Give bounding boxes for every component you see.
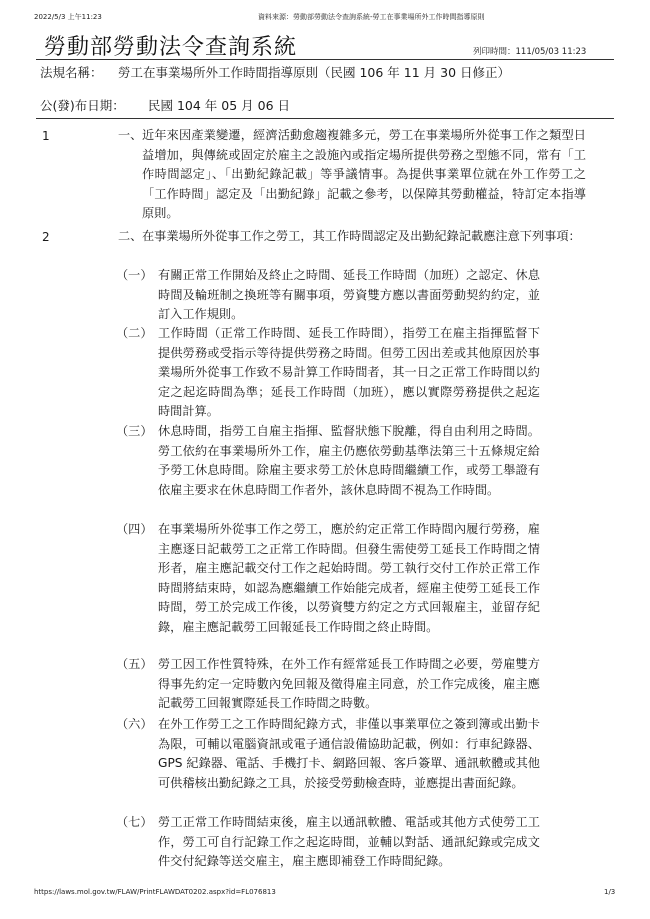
item-text: 勞工正常工作時間結束後，雇主以通訊軟體、電話或其他方式使勞工工作，勞工可自行記錄工作之起迄時間，並輔以對話、通訊紀錄或完成文件交付紀錄等送交雇主，雇主應即補登工作時間紀錄。 [158,815,540,869]
item-text: 休息時間，指勞工自雇主指揮、監督狀態下脫離，得自由利用之時間。勞工依約在事業場所外工作，雇主仍應依勞動基準法第三十五條規定給予勞工休息時間。除雇主要求勞工於休息時間繼續工作，或勞工舉證有依雇主要求在休息時間工作者外，該休息時間不視為工作時間。 [158,424,540,497]
page-number: 1/3 [604,888,616,896]
item-mark: （三） [116,424,153,438]
article-number: 1 [42,129,50,143]
item-mark: （四） [116,522,153,536]
title-rule [36,59,614,60]
item-text: 在事業場所外從事工作之勞工，應於約定正常工作時間內履行勞務，雇主應逐日記載勞工之正常工作時間。但發生需使勞工延長工作時間之情形者，雇主應記載交付工作之起始時間。勞工執行交付工作於正常工作時間將結束時，如認為應繼續工作始能完成者，經雇主使勞工延長工作時間，勞工於完成工作後，以勞資雙方約定之方式回報雇主，並留存紀錄，雇主應記載勞工回報延長工作時間之終止時間。 [158,522,540,634]
promulgation-label: 公(發)布日期： [40,98,125,113]
item-text: 工作時間（正常工作時間、延長工作時間），指勞工在雇主指揮監督下提供勞務或受指示等待提供勞務之時間。但勞工因出差或其他原因於事業場所外從事工作致不易計算工作時間者，其一日之正常工作時間以約定之起迄時間為準；延長工作時間（加班），應以實際勞務提供之起迄時間計算。 [158,326,540,419]
print-source: 資料來源：勞動部勞動法令查詢系統-勞工在事業場所外工作時間指導原則 [258,13,485,21]
article-text: 近年來因產業變遷，經濟活動愈趨複雜多元，勞工在事業場所外從事工作之類型日益增加，與傳統或固定於雇主之設施內或指定場所提供勞務之型態不同，常有「工作時間認定」、「出勤紀錄記載」等爭議情事。為提供事業單位就在外工作勞工之「工作時間」認定及「出勤紀錄」記載之參考，以保障其勞動權益，特訂定本指導原則。 [142,128,586,221]
item-mark: （一） [116,268,153,282]
article-number: 2 [42,230,50,244]
item-text: 勞工因工作性質特殊，在外工作有經常延長工作時間之必要，勞雇雙方得事先約定一定時數內免回報及徵得雇主同意，於工作完成後，雇主應記載勞工回報實際延長工作時間之時數。 [158,657,540,711]
law-name: 勞工在事業場所外工作時間指導原則（民國 106 年 11 月 30 日修正） [118,65,511,80]
print-date: 列印時間：111/05/03 11:23 [473,47,587,57]
promulgation-date: 民國 104 年 05 月 06 日 [148,98,291,113]
law-name-label: 法規名稱： [40,65,103,80]
item-mark: （六） [116,717,153,731]
print-datetime: 2022/5/3 上午11:23 [34,13,102,21]
item-text: 有關正常工作開始及終止之時間、延長工作時間（加班）之認定、休息時間及輪班制之換班等有關事項，勞資雙方應以書面勞動契約約定，並訂入工作規則。 [158,268,540,322]
meta-rule [36,118,614,119]
article-text: 在事業場所外從事工作之勞工，其工作時間認定及出勤紀錄記載應注意下列事項： [142,229,581,243]
footer-url: https://laws.mol.gov.tw/FLAW/PrintFLAWDAT0202.aspx?id=FL076813 [34,888,276,896]
item-mark: （五） [116,657,153,671]
item-mark: （七） [116,815,153,829]
item-mark: （二） [116,326,153,340]
site-title: 勞動部勞動法令查詢系統 [44,35,298,60]
item-text: 在外工作勞工之工作時間紀錄方式，非僅以事業單位之簽到簿或出勤卡為限，可輔以電腦資訊或電子通信設備協助記載，例如：行車紀錄器、GPS 紀錄器、電話、手機打卡、網路回報、客戶簽單、通訊軟體或其他可供稽核出勤紀錄之工具，於接受勞動檢查時，並應提出書面紀錄。 [158,717,540,790]
article-mark: 二、 [118,229,143,243]
article-mark: 一、 [118,128,143,142]
